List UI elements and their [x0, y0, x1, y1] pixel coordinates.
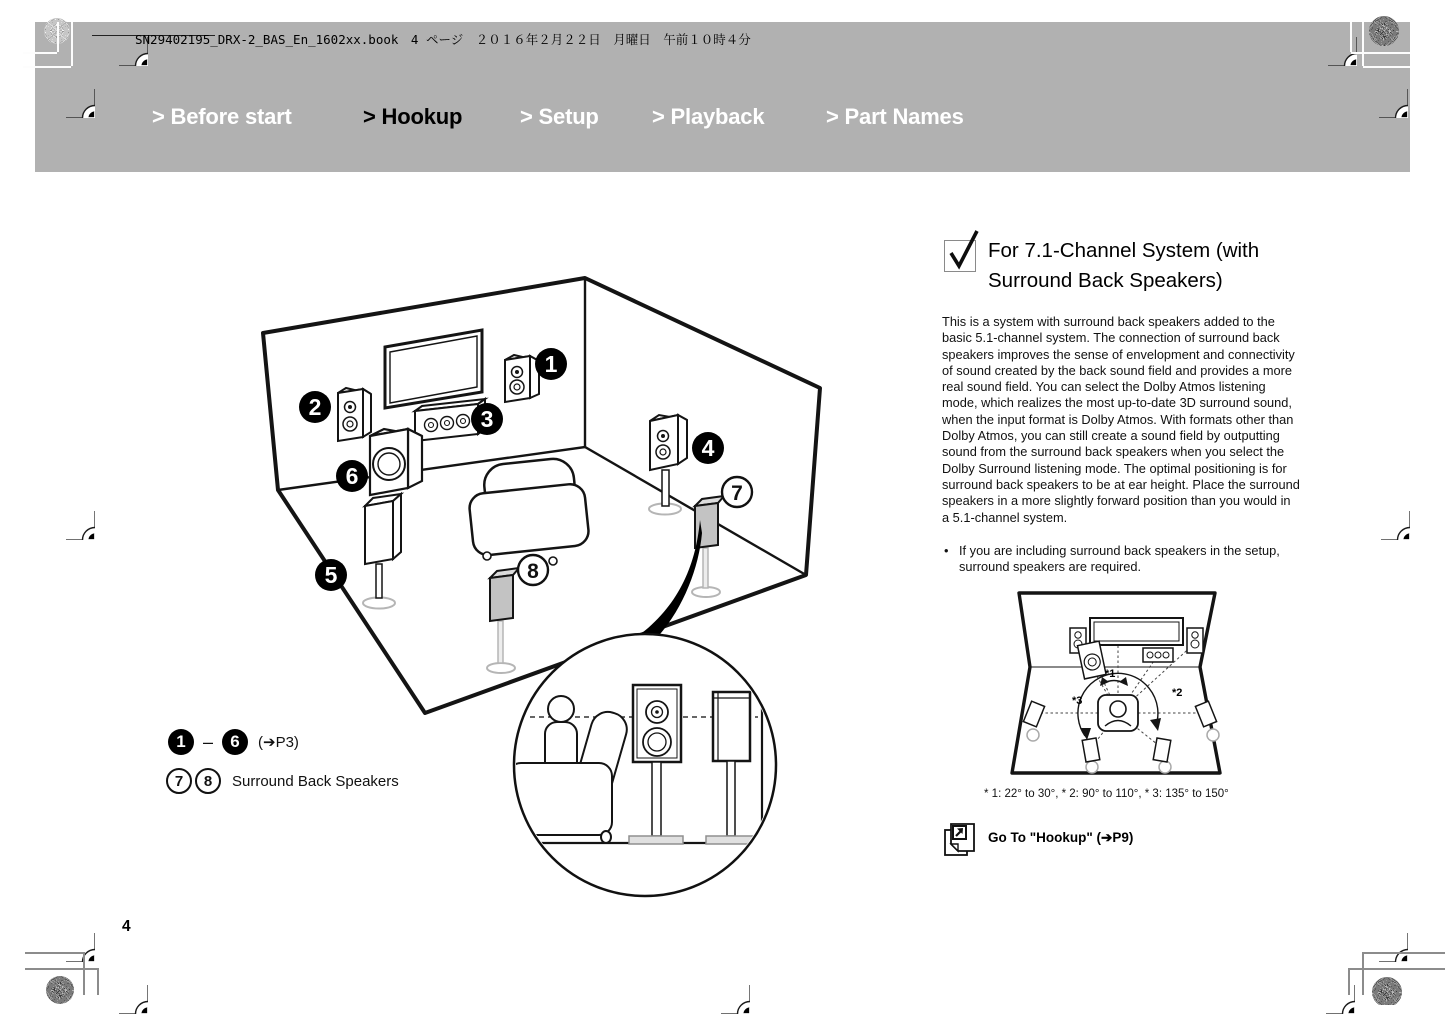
speaker-angle-diagram: [1010, 585, 1226, 785]
nav-playback[interactable]: > Playback: [652, 104, 765, 129]
print-slug-line: SN29402195_DRX-2_BAS_En_1602xx.book 4 ページ ２０１６年２月２２日 月曜日 午前１０時４分: [135, 32, 751, 47]
svg-text:*2: *2: [1172, 687, 1183, 699]
crop-mark: [97, 968, 99, 995]
nav-before-start[interactable]: > Before start: [152, 104, 292, 129]
registration-mark: [35, 480, 95, 540]
crop-mark: [57, 22, 59, 52]
crop-mark: [1351, 52, 1410, 54]
sofa-foot: [483, 552, 491, 560]
svg-text:8: 8: [527, 560, 539, 583]
crop-mark: [1363, 66, 1410, 68]
svg-text:*3: *3: [1072, 695, 1083, 707]
sofa-foot: [549, 557, 557, 565]
crop-mark: [23, 66, 71, 68]
svg-text:6: 6: [345, 463, 359, 489]
nav-hookup[interactable]: > Hookup: [363, 104, 463, 129]
legend-dash: –: [203, 731, 214, 752]
badge-1: 1: [168, 729, 194, 755]
registration-mark: [1297, 6, 1357, 66]
checkmark-icon: [940, 218, 984, 276]
section-bullet: [944, 543, 1302, 576]
crop-mark: [1348, 968, 1350, 995]
mini-listener: [1098, 695, 1138, 731]
room-layout-illustration: [250, 265, 830, 900]
color-calibration-mark: [1369, 16, 1399, 46]
bullet-text: If you are including surround back speakers in the setup, surround speakers are required.: [959, 543, 1280, 575]
color-calibration-mark: [46, 976, 74, 1005]
nav-part-names[interactable]: > Part Names: [826, 104, 964, 129]
crop-mark: [1362, 952, 1364, 995]
page-number: 4: [122, 918, 131, 935]
subwoofer: [370, 429, 422, 495]
speaker-front-right: [505, 355, 539, 402]
crop-mark: [25, 952, 83, 954]
crop-mark: [23, 52, 57, 54]
crop-mark: [1362, 22, 1364, 66]
badge-7: 7: [166, 768, 192, 794]
crop-mark: [83, 952, 85, 995]
crop-mark: [1348, 968, 1445, 970]
crop-mark: [1350, 22, 1352, 52]
crop-mark: [25, 968, 97, 970]
section-title: For 7.1-Channel System (with Surround Back Speakers): [988, 239, 1260, 292]
svg-text:1: 1: [544, 351, 558, 377]
legend-surround-back: [166, 768, 399, 794]
svg-text:*1: *1: [1105, 668, 1116, 680]
bullet-dot: •: [944, 543, 949, 558]
section-body: This is a system with surround back speakers added to the basic 5.1-channel system. The connection of surround back speakers improves the sense of envelopment and connectivity of sound created by the back sound field and provides a more real sound field. You can select the Dolby Atmos listening mode, which realizes the most up-to-date 3D surround sound, when the input format is Dolby Atmos. With formats other than Dolby Atmos, you can still create a sound field by outputting sound from the surround back speakers when you select the Dolby Surround listening mode. The optimal positioning is for surround back speakers to be at ear height. Place the surround speakers in a more slightly forward position than you would in a 5.1-channel system.: [942, 314, 1300, 525]
registration-mark: [88, 6, 148, 66]
registration-mark: [1350, 480, 1410, 540]
registration-mark: [690, 954, 750, 1014]
badge-8: 8: [195, 768, 221, 794]
svg-text:2: 2: [308, 394, 322, 420]
goto-pages-icon: [941, 820, 981, 860]
svg-text:4: 4: [701, 435, 715, 461]
angle-ranges-note: * 1: 22° to 30°, * 2: 90° to 110°, * 3: 135° to 150°: [984, 788, 1229, 800]
legend-label: Surround Back Speakers: [232, 772, 399, 790]
legend-page-ref[interactable]: (➔P3): [258, 734, 299, 751]
registration-mark: [1295, 954, 1355, 1014]
speaker-front-left: [338, 388, 371, 441]
svg-text:5: 5: [324, 562, 338, 588]
badge-6: 6: [222, 729, 248, 755]
legend-speakers-1-6: [168, 729, 299, 755]
crop-mark: [71, 22, 73, 66]
svg-text:3: 3: [480, 406, 494, 432]
goto-hookup-link[interactable]: Go To "Hookup" (➔P9): [988, 830, 1134, 845]
crop-mark: [1362, 952, 1445, 954]
svg-text:7: 7: [731, 482, 743, 505]
color-calibration-mark: [1372, 977, 1402, 1005]
nav-setup[interactable]: > Setup: [520, 104, 599, 129]
